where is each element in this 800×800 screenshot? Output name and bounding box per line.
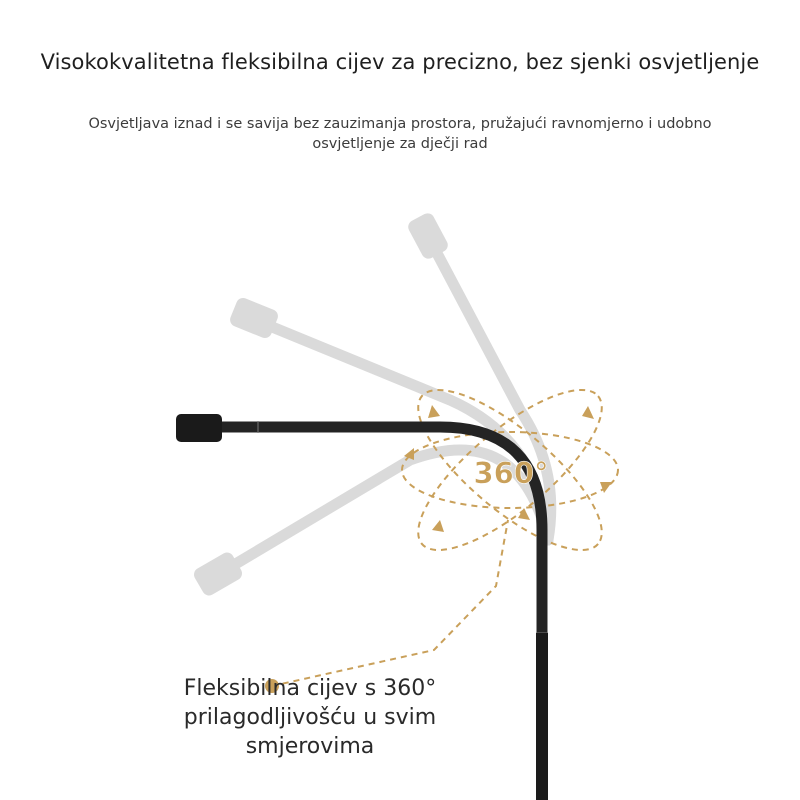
ghost-tubes [191,211,550,598]
caption-line-2: prilagodljivošću u svim [183,705,437,730]
feature-caption [150,674,470,761]
ghost-tube-upper-left [228,296,548,540]
rotation-badge: 360° [473,456,549,490]
caption-line-1: Fleksibilna cijev s 360° [183,676,437,701]
headline: Visokokvalitetna fleksibilna cijev za precizno, bez sjenki osvjetljenje [40,50,760,74]
lamp-head [176,414,222,442]
callout-pointer [265,520,508,693]
caption-line-3: smjerovima [245,734,375,759]
subline: Osvjetljava iznad i se savija bez zauzimanja prostora, pružajući ravnomjerno i udobno osvjetljenje za dječji rad [88,116,712,152]
